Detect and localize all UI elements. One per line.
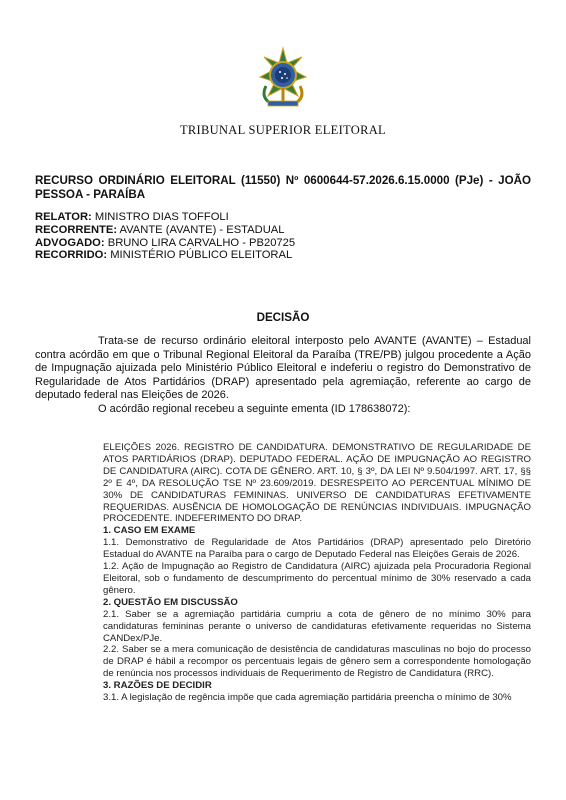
party-role: RECORRENTE:	[35, 223, 118, 236]
ementa-paragraph: 2.2. Saber se a mera comunicação de desistência de candidaturas masculinas no bojo do processo de DRAP é hábil a recompor os percentuais legais de gênero sem a correspondente homologação de renúncia nos processos individuais de Requerimento de Registro de Candidatura (RRC).	[103, 644, 531, 680]
party-name: MINISTÉRIO PÚBLICO ELEITORAL	[107, 249, 293, 262]
ementa-paragraph: 2.1. Saber se a agremiação partidária cumpriu a cota de gênero de no mínimo 30% para candidaturas femininas perante o universo de candidaturas efetivamente requeridas no Sistema CANDex/PJe.	[103, 608, 531, 644]
ementa-summary: ELEIÇÕES 2026. REGISTRO DE CANDIDATURA. DEMONSTRATIVO DE REGULARIDADE DE ATOS PARTIDÁRIOS (DRAP). DEPUTADO FEDERAL. AÇÃO DE IMPUGNAÇÃO AO REGISTRO DE CANDIDATURA (AIRC). COTA DE GÊNERO. ART. 10, § 3º, DA LEI Nº 9.504/1997. ART. 17, §§ 2º E 4º, DA RESOLUÇÃO TSE Nº 23.609/2019. DESRESPEITO AO PERCENTUAL MÍNIMO DE 30% DE CANDIDATURAS FEMININAS. UNIVERSO DE CANDIDATURAS EFETIVAMENTE REQUERIDAS. AUSÊNCIA DE HOMOLOGAÇÃO DE RENÚNCIAS INDIVIDUAIS. IMPUGNAÇÃO PROCEDENTE. INDEFERIMENTO DO DRAP.	[103, 442, 531, 525]
party-advogado	[35, 237, 295, 250]
party-name: MINISTRO DIAS TOFFOLI	[91, 211, 229, 223]
ementa-paragraph: 1.1. Demonstrativo de Regularidade de Atos Partidários (DRAP) apresentado pelo Diretório Estadual do AVANTE na Paraíba para o cargo de Deputado Federal nas Eleições Gerais de 2026.	[103, 537, 531, 561]
ementa-block	[103, 442, 531, 704]
party-name: AVANTE (AVANTE) - ESTADUAL	[117, 223, 285, 236]
party-role: ADVOGADO:	[35, 236, 105, 249]
party-recorrido	[35, 249, 295, 262]
party-name: BRUNO LIRA CARVALHO - PB20725	[104, 236, 296, 249]
brazil-coat-of-arms-icon	[254, 46, 312, 110]
ementa-section-heading: 3. RAZÕES DE DECIDIR	[103, 680, 212, 692]
party-role: RECORRIDO:	[35, 249, 108, 262]
court-name: TRIBUNAL SUPERIOR ELEITORAL	[179, 123, 386, 137]
intro-paragraph: O acórdão regional recebeu a seguinte ementa (ID 178638072):	[98, 402, 411, 415]
intro-paragraph: Trata-se de recurso ordinário eleitoral interposto pelo AVANTE (AVANTE) – Estadual contra acórdão em que o Tribunal Regional Eleitoral da Paraíba (TRE/PB) julgou procedente a Ação de Impugnação ajuizada pelo Ministério Público Eleitoral e indeferiu o registro do Demonstrativo de Regularidade de Atos Partidários (DRAP) apresentado pela agremiação, referente ao cargo de deputado federal nas Eleições de 2026.	[35, 335, 531, 401]
ementa-paragraph: 1.2. Ação de Impugnação ao Registro de Candidatura (AIRC) ajuizada pela Procuradoria Regional Eleitoral, sob o fundamento de descumprimento do percentual mínimo de 30% reservado a cada gênero.	[103, 561, 531, 596]
parties-block	[35, 211, 295, 262]
decision-heading: DECISÃO	[256, 311, 310, 324]
ementa-paragraph: 3.1. A legislação de regência impõe que cada agremiação partidária preencha o mínimo de 30%	[103, 692, 512, 704]
ementa-section-heading: 1. CASO EM EXAME	[103, 525, 196, 537]
ementa-section-heading: 2. QUESTÃO EM DISCUSSÃO	[103, 596, 238, 608]
case-title: RECURSO ORDINÁRIO ELEITORAL (11550) Nº 0600644-57.2026.6.15.0000 (PJe) - JOÃO PESSOA - PARAÍBA	[35, 174, 531, 201]
decision-intro	[35, 335, 531, 416]
party-role: RELATOR:	[35, 211, 92, 223]
party-relator	[35, 211, 295, 224]
party-recorrente	[35, 224, 295, 237]
